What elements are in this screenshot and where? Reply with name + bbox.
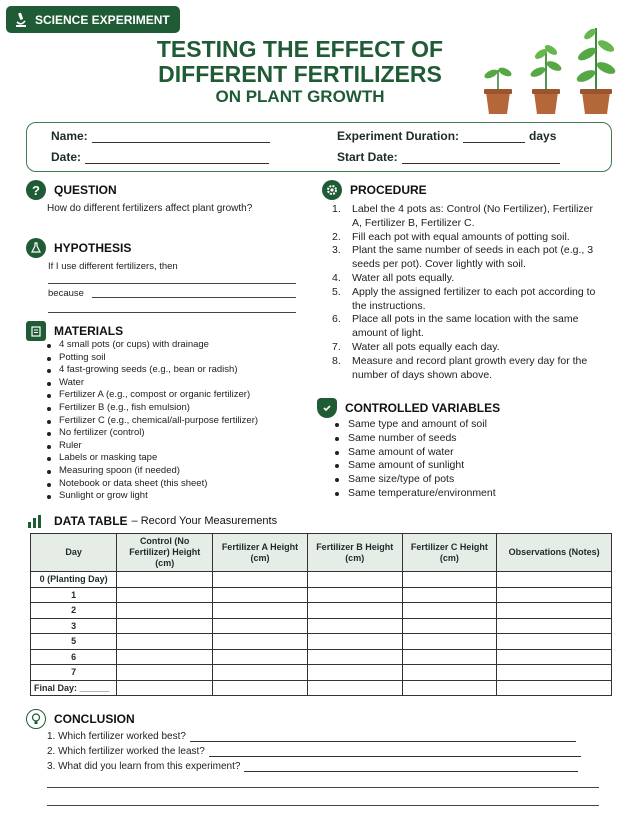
procedure-step-text: Apply the assigned fertilizer to each pot according to the instructions. bbox=[352, 285, 596, 312]
controlled-variable-item: Same amount of water bbox=[332, 446, 496, 460]
measurement-cell[interactable] bbox=[213, 634, 308, 650]
day-cell: 1 bbox=[31, 587, 117, 603]
controlled-variable-item: Same type and amount of soil bbox=[332, 418, 496, 432]
controlled-variable-item: Same amount of sunlight bbox=[332, 459, 496, 473]
measurement-cell[interactable] bbox=[497, 634, 612, 650]
measurement-cell[interactable] bbox=[402, 649, 497, 665]
measurement-cell[interactable] bbox=[213, 603, 308, 619]
table-row bbox=[31, 603, 612, 619]
procedure-step bbox=[330, 231, 600, 245]
procedure-step bbox=[330, 313, 600, 341]
bar-chart-icon bbox=[26, 511, 46, 531]
measurement-cell[interactable] bbox=[497, 603, 612, 619]
procedure-step-number: 7. bbox=[332, 340, 341, 353]
measurement-cell[interactable] bbox=[307, 649, 402, 665]
procedure-step-text: Plant the same number of seeds in each pot (e.g., 3 seeds per pot). Cover lightly with soil. bbox=[352, 244, 594, 271]
plants-illustration bbox=[478, 22, 628, 122]
controlled-variables-heading: CONTROLLED VARIABLES bbox=[317, 398, 500, 418]
table-row bbox=[31, 680, 612, 696]
measurement-cell[interactable] bbox=[307, 603, 402, 619]
question-icon: ? bbox=[26, 180, 46, 200]
clipboard-icon bbox=[26, 321, 46, 341]
day-cell: 5 bbox=[31, 634, 117, 650]
date-input-line[interactable] bbox=[85, 153, 269, 164]
experiment-badge bbox=[6, 6, 180, 33]
name-field: Name: bbox=[51, 129, 270, 143]
procedure-step-number: 1. bbox=[332, 203, 341, 215]
hypothesis-because-label: because bbox=[48, 288, 84, 299]
measurement-cell[interactable] bbox=[117, 665, 213, 681]
microscope-icon bbox=[14, 12, 28, 28]
conclusion-extra-line-2[interactable] bbox=[47, 805, 599, 806]
day-cell: 7 bbox=[31, 665, 117, 681]
gear-icon bbox=[322, 180, 342, 200]
procedure-step-number: 6. bbox=[332, 313, 341, 326]
materials-item: 4 fast-growing seeds (e.g., bean or radish) bbox=[45, 364, 258, 377]
procedure-step bbox=[330, 355, 600, 383]
materials-item: No fertilizer (control) bbox=[45, 427, 258, 440]
materials-item: Sunlight or grow light bbox=[45, 490, 258, 503]
duration-input-line[interactable] bbox=[463, 132, 525, 143]
conclusion-q1: 1. Which fertilizer worked best? bbox=[47, 731, 576, 742]
measurement-cell[interactable] bbox=[117, 603, 213, 619]
measurement-cell[interactable] bbox=[307, 572, 402, 588]
procedure-step bbox=[330, 203, 600, 231]
conclusion-heading: CONCLUSION bbox=[26, 709, 135, 729]
table-row bbox=[31, 587, 612, 603]
controlled-variable-item: Same temperature/environment bbox=[332, 487, 496, 501]
measurement-cell[interactable] bbox=[402, 618, 497, 634]
conclusion-q1-line[interactable] bbox=[190, 731, 576, 742]
procedure-step-number: 8. bbox=[332, 354, 341, 367]
table-row bbox=[31, 634, 612, 650]
measurement-cell[interactable] bbox=[497, 665, 612, 681]
conclusion-q3: 3. What did you learn from this experiment? bbox=[47, 761, 578, 772]
materials-item: Ruler bbox=[45, 440, 258, 453]
procedure-step bbox=[330, 272, 600, 286]
hypothesis-line-1[interactable] bbox=[48, 283, 296, 284]
day-cell: 2 bbox=[31, 603, 117, 619]
procedure-step-text: Water all pots equally each day. bbox=[352, 340, 500, 353]
measurement-cell[interactable] bbox=[307, 634, 402, 650]
procedure-step bbox=[330, 286, 600, 314]
controlled-variables-list bbox=[332, 418, 496, 501]
materials-item: Notebook or data sheet (this sheet) bbox=[45, 478, 258, 491]
table-header-cell: Fertilizer A Height (cm) bbox=[213, 534, 308, 572]
measurement-cell[interactable] bbox=[213, 665, 308, 681]
procedure-step-text: Measure and record plant growth every day for the number of days shown above. bbox=[352, 354, 588, 381]
day-cell: 3 bbox=[31, 618, 117, 634]
start-date-field: Start Date: bbox=[337, 150, 560, 164]
table-header-cell: Observations (Notes) bbox=[497, 534, 612, 572]
materials-list bbox=[45, 339, 258, 503]
measurement-cell[interactable] bbox=[117, 649, 213, 665]
conclusion-q2: 2. Which fertilizer worked the least? bbox=[47, 746, 581, 757]
procedure-step-text: Fill each pot with equal amounts of potting soil. bbox=[352, 230, 570, 243]
title-line-2: DIFFERENT FERTILIZERS bbox=[158, 61, 442, 87]
measurement-cell[interactable] bbox=[307, 587, 402, 603]
hypothesis-because-line[interactable] bbox=[92, 297, 296, 298]
data-table-subheading: – Record Your Measurements bbox=[131, 515, 278, 527]
data-table-heading: DATA TABLE – Record Your Measurements bbox=[26, 511, 277, 531]
data-table bbox=[30, 533, 612, 696]
badge-label: SCIENCE EXPERIMENT bbox=[35, 12, 170, 27]
measurement-cell[interactable] bbox=[117, 587, 213, 603]
table-row bbox=[31, 618, 612, 634]
question-heading: ? QUESTION bbox=[26, 180, 117, 200]
hypothesis-line-3[interactable] bbox=[48, 312, 296, 313]
materials-heading: MATERIALS bbox=[26, 321, 123, 341]
measurement-cell[interactable] bbox=[213, 649, 308, 665]
name-input-line[interactable] bbox=[92, 132, 270, 143]
shield-check-icon bbox=[317, 398, 337, 418]
measurement-cell[interactable] bbox=[117, 618, 213, 634]
measurement-cell[interactable] bbox=[117, 572, 213, 588]
measurement-cell[interactable] bbox=[402, 665, 497, 681]
date-field: Date: bbox=[51, 150, 269, 164]
measurement-cell[interactable] bbox=[497, 587, 612, 603]
measurement-cell[interactable] bbox=[307, 665, 402, 681]
table-header-cell: Control (No Fertilizer) Height (cm) bbox=[117, 534, 213, 572]
table-row bbox=[31, 649, 612, 665]
materials-item: Fertilizer B (e.g., fish emulsion) bbox=[45, 402, 258, 415]
question-text: How do different fertilizers affect plant growth? bbox=[47, 203, 253, 214]
materials-item: Fertilizer C (e.g., chemical/all-purpose fertilizer) bbox=[45, 415, 258, 428]
conclusion-q2-line[interactable] bbox=[209, 746, 581, 757]
materials-item: Fertilizer A (e.g., compost or organic fertilizer) bbox=[45, 389, 258, 402]
conclusion-q3-line[interactable] bbox=[244, 761, 578, 772]
procedure-step-text: Water all pots equally. bbox=[352, 271, 455, 284]
conclusion-extra-line-1[interactable] bbox=[47, 787, 599, 788]
measurement-cell[interactable] bbox=[497, 572, 612, 588]
measurement-cell[interactable] bbox=[307, 680, 402, 696]
procedure-list bbox=[330, 203, 600, 382]
measurement-cell[interactable] bbox=[213, 587, 308, 603]
title-line-1: TESTING THE EFFECT OF bbox=[156, 36, 444, 62]
measurement-cell[interactable] bbox=[402, 634, 497, 650]
controlled-variable-item: Same size/type of pots bbox=[332, 473, 496, 487]
day-cell: 6 bbox=[31, 649, 117, 665]
procedure-step bbox=[330, 244, 600, 272]
duration-field: Experiment Duration: days bbox=[337, 129, 557, 143]
table-row bbox=[31, 665, 612, 681]
measurement-cell[interactable] bbox=[497, 649, 612, 665]
start-date-input-line[interactable] bbox=[402, 153, 560, 164]
measurement-cell[interactable] bbox=[307, 618, 402, 634]
day-cell: 0 (Planting Day) bbox=[31, 572, 117, 588]
measurement-cell[interactable] bbox=[402, 572, 497, 588]
materials-item: Measuring spoon (if needed) bbox=[45, 465, 258, 478]
small-plant-icon bbox=[483, 66, 513, 114]
materials-item: Water bbox=[45, 377, 258, 390]
procedure-step-number: 4. bbox=[332, 271, 341, 284]
day-cell: Final Day: ______ bbox=[31, 680, 117, 696]
flask-icon bbox=[26, 238, 46, 258]
title-line-3: ON PLANT GROWTH bbox=[215, 87, 385, 106]
measurement-cell[interactable] bbox=[117, 680, 213, 696]
medium-plant-icon bbox=[529, 43, 563, 114]
measurement-cell[interactable] bbox=[213, 572, 308, 588]
hypothesis-prompt: If I use different fertilizers, then bbox=[48, 261, 178, 272]
procedure-heading: PROCEDURE bbox=[322, 180, 427, 200]
measurement-cell[interactable] bbox=[497, 618, 612, 634]
procedure-step-text: Place all pots in the same location with the same amount of light. bbox=[352, 313, 579, 340]
large-plant-icon bbox=[575, 27, 617, 114]
measurement-cell[interactable] bbox=[213, 618, 308, 634]
controlled-variable-item: Same number of seeds bbox=[332, 432, 496, 446]
measurement-cell[interactable] bbox=[497, 680, 612, 696]
measurement-cell[interactable] bbox=[402, 680, 497, 696]
table-row bbox=[31, 572, 612, 588]
measurement-cell[interactable] bbox=[213, 680, 308, 696]
lightbulb-icon bbox=[26, 709, 46, 729]
procedure-step bbox=[330, 341, 600, 355]
procedure-step-number: 3. bbox=[332, 244, 341, 257]
materials-item: Labels or masking tape bbox=[45, 452, 258, 465]
procedure-step-text: Label the 4 pots as: Control (No Fertilizer), Fertilizer A, Fertilizer B, Fertilizer C. bbox=[352, 203, 594, 229]
materials-item: Potting soil bbox=[45, 352, 258, 365]
procedure-step-number: 2. bbox=[332, 230, 341, 243]
table-header-cell: Fertilizer B Height (cm) bbox=[307, 534, 402, 572]
student-info-box bbox=[26, 122, 612, 172]
procedure-step-number: 5. bbox=[332, 285, 341, 298]
table-header-cell: Fertilizer C Height (cm) bbox=[402, 534, 497, 572]
materials-item: 4 small pots (or cups) with drainage bbox=[45, 339, 258, 352]
measurement-cell[interactable] bbox=[117, 634, 213, 650]
measurement-cell[interactable] bbox=[402, 603, 497, 619]
measurement-cell[interactable] bbox=[402, 587, 497, 603]
table-header-cell: Day bbox=[31, 534, 117, 572]
hypothesis-heading: HYPOTHESIS bbox=[26, 238, 131, 258]
